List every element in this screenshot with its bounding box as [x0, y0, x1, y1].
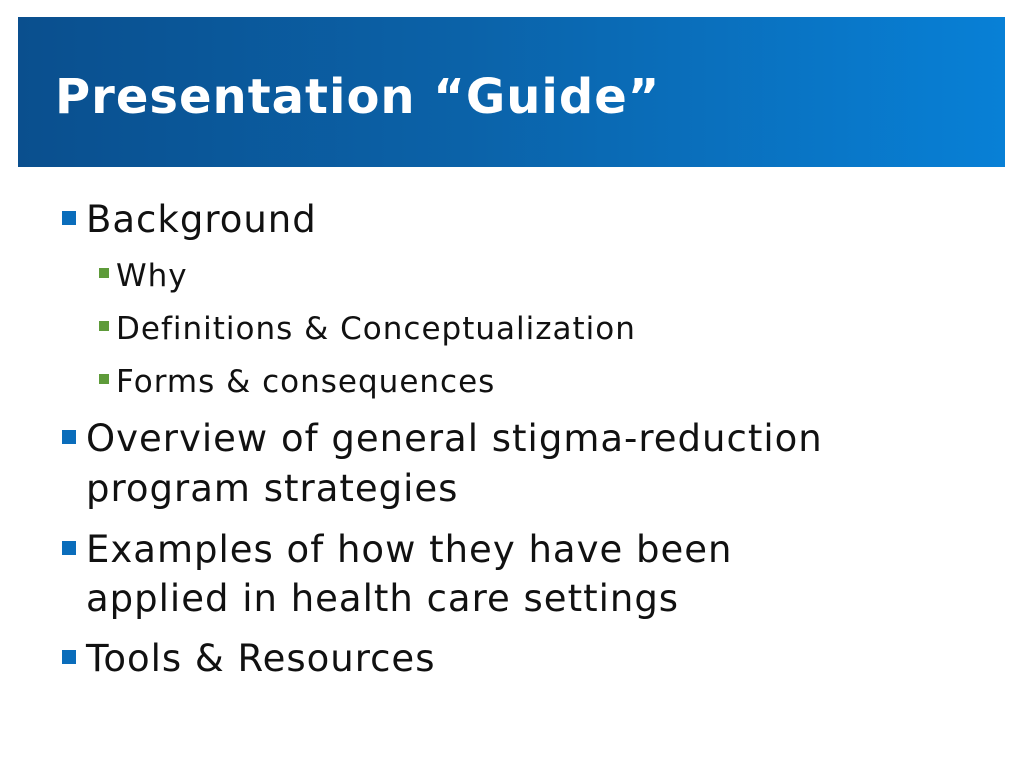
bullet-square-icon — [62, 211, 76, 225]
sub-bullet-square-icon — [99, 374, 109, 384]
bullet-background: Background — [86, 198, 317, 241]
bullet-overview-line1: Overview of general stigma-reduction — [86, 417, 823, 460]
bullet-square-icon — [62, 541, 76, 555]
bullet-examples-line2: applied in health care settings — [86, 577, 680, 620]
bullet-tools-resources: Tools & Resources — [86, 637, 436, 680]
bullet-square-icon — [62, 650, 76, 664]
sub-bullet-square-icon — [99, 268, 109, 278]
bullet-examples-line1: Examples of how they have been — [86, 528, 733, 571]
sub-bullet-definitions: Definitions & Conceptualization — [116, 311, 636, 347]
slide-title: Presentation “Guide” — [55, 69, 661, 125]
bullet-overview-line2: program strategies — [86, 467, 459, 510]
bullet-square-icon — [62, 430, 76, 444]
sub-bullet-square-icon — [99, 321, 109, 331]
sub-bullet-why: Why — [116, 258, 188, 294]
sub-bullet-forms: Forms & consequences — [116, 364, 496, 400]
